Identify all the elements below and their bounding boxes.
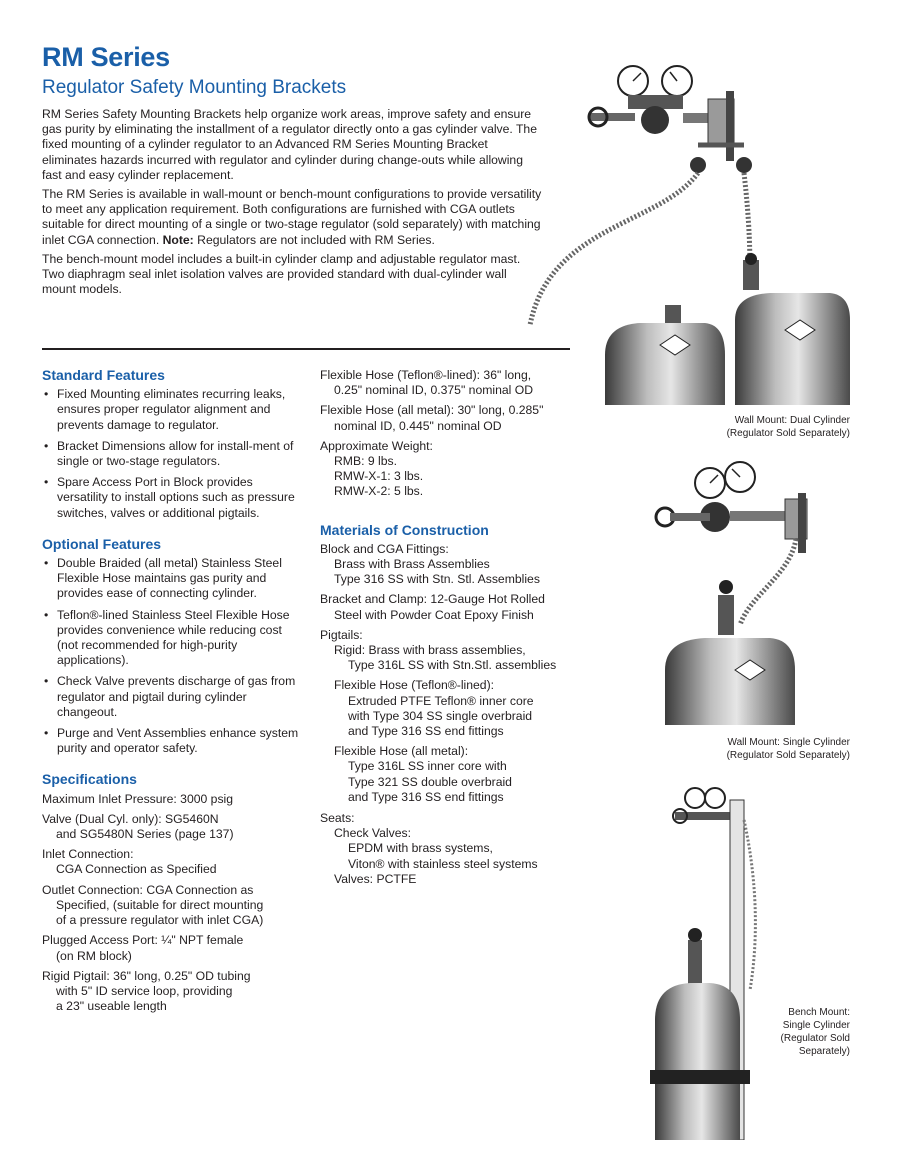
caption-dual-cylinder xyxy=(727,414,850,440)
spec-line: and Type 316 SS end fittings xyxy=(348,789,504,804)
spec-line: a 23" useable length xyxy=(56,999,167,1014)
spec-line: Rigid: Brass with brass assemblies, xyxy=(334,643,526,658)
spec-max-pressure: Maximum Inlet Pressure: 3000 psig xyxy=(42,791,234,806)
spec-line: Steel with Powder Coat Epoxy Finish xyxy=(334,607,534,622)
dual-cylinder-wall-mount-image xyxy=(500,55,860,405)
caption-line: Wall Mount: Single Cylinder xyxy=(727,737,850,748)
caption-line: (Regulator Sold Separately) xyxy=(726,428,850,439)
mat-pigtails xyxy=(320,628,582,805)
spec-line: Seats: xyxy=(320,811,355,826)
spec-line: RMW-X-2: 5 lbs. xyxy=(334,484,424,499)
spec-inlet xyxy=(42,847,304,877)
caption-single-cylinder xyxy=(727,736,850,762)
intro-p2-note: Regulators are not included with RM Series. xyxy=(193,232,435,247)
spec-line: Brass with Brass Assemblies xyxy=(334,557,490,572)
spec-valve xyxy=(42,812,304,842)
spec-line: Valves: PCTFE xyxy=(334,871,417,886)
spec-line: Type 316L SS inner core with xyxy=(348,759,507,774)
spec-weight xyxy=(320,439,582,500)
page-subtitle: Regulator Safety Mounting Brackets xyxy=(42,77,347,98)
spec-line: Bracket and Clamp: 12-Gauge Hot Rolled xyxy=(320,592,545,607)
caption-line: (Regulator Sold Separately) xyxy=(726,750,850,761)
caption-bench-mount xyxy=(781,1006,850,1058)
single-cylinder-wall-mount-image xyxy=(620,455,860,725)
spec-outlet xyxy=(42,883,304,929)
spec-line: 0.25" nominal ID, 0.375" nominal OD xyxy=(334,383,534,398)
spec-line: EPDM with brass systems, xyxy=(348,841,493,856)
caption-line: Single Cylinder xyxy=(782,1020,850,1031)
standard-features-heading: Standard Features xyxy=(42,367,165,383)
page-title: RM Series xyxy=(42,42,170,72)
list-item: • Double Braided (all metal) Stainless Steel Flexible Hose maintains gas purity and provides ease of connecting cylinder. xyxy=(42,556,304,602)
left-column xyxy=(42,368,304,1019)
spec-line: Viton® with stainless steel systems xyxy=(348,856,538,871)
standard-features-list xyxy=(42,387,304,521)
spec-line: Flexible Hose (all metal): 30" long, 0.285" xyxy=(320,403,544,418)
spec-line: of a pressure regulator with inlet CGA) xyxy=(56,913,264,928)
materials-heading: Materials of Construction xyxy=(320,521,489,538)
mat-bracket xyxy=(320,592,582,622)
note-label: Note: xyxy=(162,232,194,247)
spec-line: CGA Connection as Specified xyxy=(56,862,217,877)
specifications-heading: Specifications xyxy=(42,771,137,788)
spec-line: Flexible Hose (Teflon®-lined): xyxy=(334,678,495,693)
spec-line: Approximate Weight: xyxy=(320,438,433,453)
spec-line: Valve (Dual Cyl. only): SG5460N xyxy=(42,811,219,826)
spec-line: Flexible Hose (Teflon®-lined): 36" long, xyxy=(320,368,532,382)
spec-line: Type 321 SS double overbraid xyxy=(348,774,512,789)
spec-line: Block and CGA Fittings: xyxy=(320,541,449,556)
spec-line: RMB: 9 lbs. xyxy=(334,454,397,469)
spec-line: Check Valves: xyxy=(334,826,411,841)
spec-line: nominal ID, 0.445" nominal OD xyxy=(334,418,502,433)
caption-line: Bench Mount: xyxy=(788,1007,850,1018)
caption-line: (Regulator Sold xyxy=(780,1033,850,1044)
spec-line: (on RM block) xyxy=(56,948,132,963)
spec-line: Type 316 SS with Stn. Stl. Assemblies xyxy=(334,572,540,587)
intro-section xyxy=(42,107,542,301)
spec-line: and Type 316 SS end fittings xyxy=(348,724,504,739)
list-item: • Teflon®-lined Stainless Steel Flexible Hose provides convenience while reducing cost (not recommended for high-purity applications). xyxy=(42,608,304,669)
right-column xyxy=(320,368,582,892)
spec-rigid-pigtail xyxy=(42,969,304,1015)
caption-line: Wall Mount: Dual Cylinder xyxy=(734,415,850,426)
spec-line: Plugged Access Port: ¼" NPT female xyxy=(42,933,244,948)
optional-features-heading: Optional Features xyxy=(42,535,162,552)
spec-line: Flexible Hose (all metal): xyxy=(334,744,469,759)
mat-block xyxy=(320,542,582,588)
list-item: • Check Valve prevents discharge of gas from regulator and pigtail during cylinder changeout. xyxy=(42,674,304,720)
spec-access-port xyxy=(42,933,304,963)
spec-flex-hose-metal xyxy=(320,403,582,433)
spec-line: and SG5480N Series (page 137) xyxy=(56,827,234,842)
intro-p2-text: The RM Series is available in wall-mount or bench-mount configurations to provide versatility to meet any application requirement. Both configurations are furnished with CGA outlets suitable for direct mounting of a single or two-stage regulator (sold separately) with matching inlet CGA connection. xyxy=(42,187,542,247)
optional-features-list xyxy=(42,556,304,756)
bench-mount-image xyxy=(640,780,780,1140)
section-divider xyxy=(42,348,570,350)
list-item: • Purge and Vent Assemblies enhance system purity and operator safety. xyxy=(42,726,304,756)
spec-line: RMW-X-1: 3 lbs. xyxy=(334,469,424,484)
intro-paragraph-3: The bench-mount model includes a built-in cylinder clamp and adjustable regulator mast. Two diaphragm seal inlet isolation valves are provided standard with dual-cylinder wall mount models. xyxy=(42,251,521,297)
caption-line: Separately) xyxy=(798,1046,850,1057)
spec-line: Specified, (suitable for direct mounting xyxy=(56,897,264,912)
mat-seats xyxy=(320,811,582,887)
spec-line: Rigid Pigtail: 36" long, 0.25" OD tubing xyxy=(42,968,251,983)
spec-line: with 5" ID service loop, providing xyxy=(56,983,233,998)
spec-line: with Type 304 SS single overbraid xyxy=(348,708,533,723)
spec-line: Pigtails: xyxy=(320,627,363,642)
list-item: • Spare Access Port in Block provides versatility to install options such as pressure switches, valves or additional pigtails. xyxy=(42,475,304,521)
spec-line: Inlet Connection: xyxy=(42,847,134,862)
spec-line: Type 316L SS with Stn.Stl. assemblies xyxy=(348,658,557,673)
list-item: • Bracket Dimensions allow for install-ment of single or two-stage regulators. xyxy=(42,439,304,469)
spec-line: Extruded PTFE Teflon® inner core xyxy=(348,693,534,708)
intro-paragraph-1: RM Series Safety Mounting Brackets help organize work areas, improve safety and ensure gas purity by eliminating the installment of a regulator directly onto a gas cylinder valve. The fixed mounting of a cylinder regulator to an Advanced RM Series Mounting Bracket eliminates hazards incurred with regulator and cylinder during change-outs while allowing fast and easy cylinder replacement. xyxy=(42,107,537,182)
spec-line: Outlet Connection: CGA Connection as xyxy=(42,882,254,897)
list-item: • Fixed Mounting eliminates recurring leaks, ensures proper regulator alignment and prevents damage to regulator. xyxy=(42,387,304,433)
intro-paragraph-2 xyxy=(42,187,542,248)
